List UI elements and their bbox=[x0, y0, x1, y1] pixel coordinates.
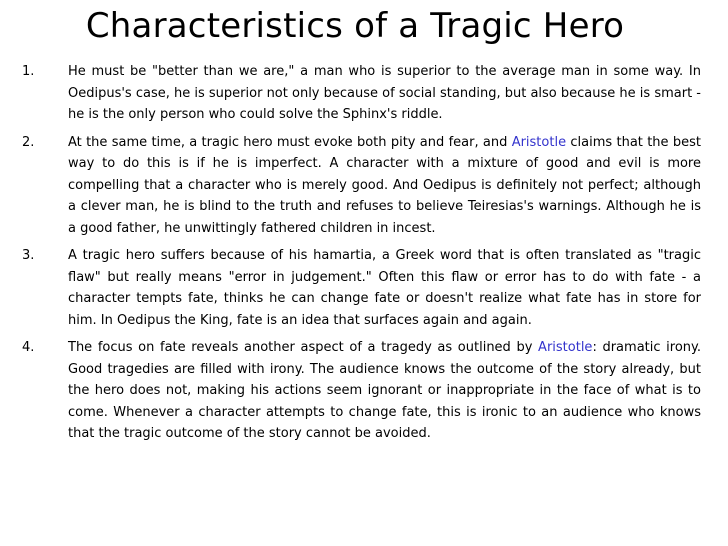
item-number: 2. bbox=[22, 134, 35, 150]
aristotle-link[interactable]: Aristotle bbox=[538, 340, 593, 355]
item-text-after: claims that the best way to do this is if he is imperfect. A character with a mixture of good and evil is more compelling that a character who is merely good. And Oedipus is definitely not perfect; although a clever man, he is blind to the truth and refuses to believe Teiresias's warnings. Although he is a good father, he unwittingly fathered children in incest. bbox=[68, 134, 701, 236]
item-text bbox=[68, 132, 701, 240]
item-text: A tragic hero suffers because of his hamartia, a Greek word that is often translated as "tragic flaw" but really means "error in judgement." Often this flaw or error has to do with fate - a character tempts fate, thinks he can change fate or doesn't realize what fate has in store for him. In Oedipus the King, fate is an idea that surfaces again and again. bbox=[68, 248, 701, 328]
list-item bbox=[0, 245, 728, 331]
item-number: 4. bbox=[22, 340, 35, 355]
item-number: 3. bbox=[22, 248, 35, 263]
aristotle-link[interactable]: Aristotle bbox=[511, 134, 567, 150]
page-title: Characteristics of a Tragic Hero bbox=[85, 6, 625, 46]
item-text-before: At the same time, a tragic hero must evoke both pity and fear, and bbox=[68, 134, 512, 150]
item-text bbox=[68, 337, 701, 445]
list-item bbox=[0, 61, 728, 126]
item-text: He must be "better than we are," a man who is superior to the average man in some way. In Oedipus's case, he is superior not only because of social standing, but also because he is smart - he is the only person who could solve the Sphinx's riddle. bbox=[68, 64, 701, 122]
item-number: 1. bbox=[22, 64, 35, 79]
item-text-after: : dramatic irony. Good tragedies are filled with irony. The audience knows the outcome of the story already, but the hero does not, making his actions seem ignorant or inappropriate in the face of what is to come. Whenever a character attempts to change fate, this is ironic to an audience who knows that the tragic outcome of the story cannot be avoided. bbox=[68, 340, 701, 441]
item-text-before: The focus on fate reveals another aspect of a tragedy as outlined by bbox=[68, 340, 539, 355]
list-item bbox=[0, 337, 728, 445]
characteristics-list bbox=[0, 61, 728, 451]
list-item bbox=[0, 132, 728, 240]
